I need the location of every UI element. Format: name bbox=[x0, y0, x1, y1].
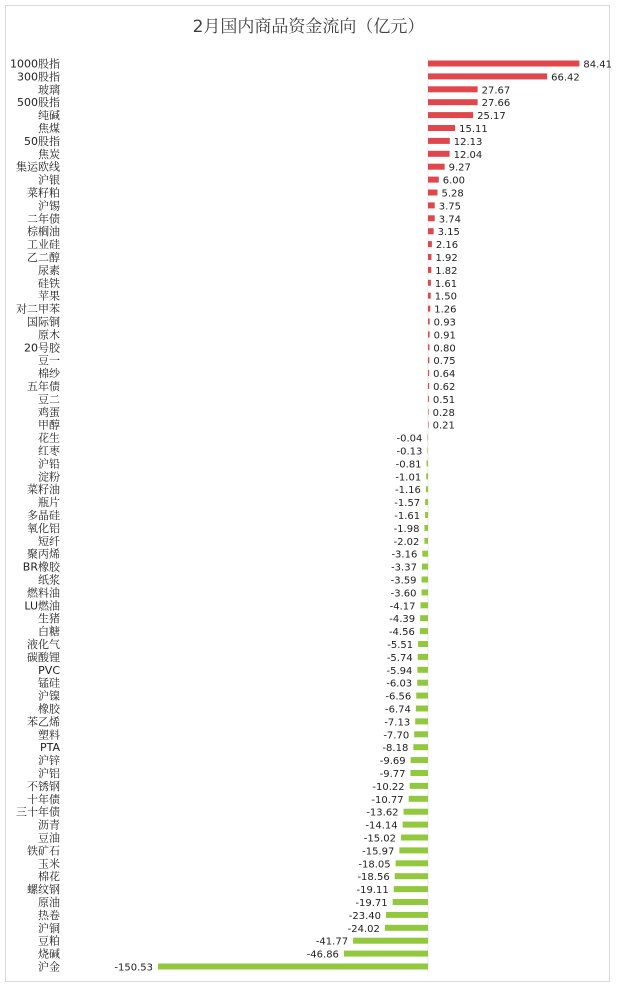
value-label: 12.04 bbox=[453, 149, 483, 161]
bar bbox=[421, 602, 428, 608]
bar bbox=[428, 61, 579, 67]
value-label: -1.98 bbox=[393, 523, 420, 535]
category-label: 玻璃 bbox=[38, 83, 60, 97]
value-label: 27.67 bbox=[481, 85, 511, 97]
value-label: -10.22 bbox=[372, 781, 405, 793]
category-label: 沪铜 bbox=[38, 921, 60, 935]
bar bbox=[418, 654, 428, 660]
value-label: 1.50 bbox=[434, 291, 457, 303]
value-label: -1.57 bbox=[394, 498, 421, 510]
bar bbox=[404, 809, 428, 815]
bar bbox=[411, 757, 428, 763]
category-label: 碳酸锂 bbox=[27, 650, 60, 664]
value-label: -1.61 bbox=[394, 511, 421, 522]
value-label: -0.04 bbox=[396, 433, 423, 445]
bar bbox=[413, 744, 428, 750]
value-label: 3.15 bbox=[437, 227, 460, 239]
value-label: -9.69 bbox=[379, 756, 406, 768]
category-label: 三十年债 bbox=[16, 805, 60, 819]
value-label: 15.11 bbox=[459, 124, 488, 135]
bar bbox=[386, 912, 428, 918]
bar bbox=[428, 280, 431, 286]
bar bbox=[353, 938, 428, 944]
bar bbox=[409, 796, 428, 802]
category-label: 棉纱 bbox=[38, 367, 60, 381]
value-label: -8.18 bbox=[382, 743, 409, 755]
value-label: -10.77 bbox=[371, 794, 404, 806]
category-label: 1000股指 bbox=[10, 57, 60, 71]
value-label: -19.71 bbox=[355, 898, 388, 909]
value-label: 0.80 bbox=[433, 343, 456, 355]
category-label: 玉米 bbox=[38, 857, 60, 871]
category-label: 棕榈油 bbox=[27, 225, 60, 239]
bar bbox=[415, 718, 428, 724]
bar bbox=[417, 680, 428, 686]
value-label: 9.27 bbox=[448, 162, 471, 174]
bar bbox=[420, 615, 428, 621]
bar bbox=[344, 951, 428, 957]
value-label: -18.05 bbox=[358, 859, 391, 871]
category-label: 对二甲苯 bbox=[16, 302, 60, 316]
value-label: -23.40 bbox=[348, 910, 382, 922]
bar bbox=[428, 293, 431, 299]
value-label: -5.74 bbox=[386, 652, 413, 664]
value-label: -15.02 bbox=[363, 833, 397, 845]
value-label: -2.02 bbox=[393, 536, 420, 548]
category-label: 20号胶 bbox=[24, 341, 60, 355]
value-label: -14.14 bbox=[365, 820, 398, 832]
value-label: -15.97 bbox=[362, 846, 395, 858]
bar bbox=[410, 770, 428, 776]
category-label: 燃料油 bbox=[27, 586, 60, 600]
bar bbox=[403, 822, 428, 828]
category-label: LU燃油 bbox=[24, 599, 60, 613]
value-label: 0.62 bbox=[433, 382, 456, 393]
bar bbox=[422, 589, 428, 595]
value-label: -4.39 bbox=[389, 614, 416, 626]
category-label: 沥青 bbox=[38, 818, 60, 832]
bar bbox=[428, 73, 547, 79]
category-label: 甲醇 bbox=[38, 418, 60, 432]
value-label: 25.17 bbox=[477, 111, 506, 123]
category-label: 沪锌 bbox=[38, 754, 60, 768]
category-label: 豆粕 bbox=[38, 934, 60, 948]
value-label: -3.16 bbox=[391, 549, 418, 561]
category-label: 纸浆 bbox=[38, 573, 60, 587]
category-label: 苹果 bbox=[38, 289, 60, 303]
bar bbox=[427, 435, 428, 441]
value-label: 0.64 bbox=[433, 369, 456, 381]
category-label: 沪铝 bbox=[38, 767, 60, 780]
value-label: 1.92 bbox=[435, 253, 458, 264]
bar bbox=[428, 267, 431, 273]
category-label: 菜籽油 bbox=[27, 483, 60, 497]
value-label: -18.56 bbox=[357, 872, 390, 884]
value-label: -3.37 bbox=[391, 562, 417, 574]
bar bbox=[428, 357, 429, 363]
bar bbox=[425, 512, 428, 518]
category-label: 棉花 bbox=[38, 870, 60, 884]
category-label: PVC bbox=[38, 663, 60, 677]
category-label: 聚丙烯 bbox=[27, 547, 60, 561]
category-label: 淀粉 bbox=[38, 470, 60, 484]
chart-title: 2月国内商品资金流向（亿元） bbox=[192, 17, 425, 37]
value-label: -6.74 bbox=[385, 704, 411, 716]
value-label: -0.81 bbox=[395, 459, 422, 471]
category-label: 硅铁 bbox=[38, 276, 60, 290]
bar bbox=[428, 331, 430, 337]
category-label: PTA bbox=[39, 741, 60, 755]
bar bbox=[428, 177, 439, 183]
category-label: 不锈钢 bbox=[27, 779, 60, 793]
value-label: -7.13 bbox=[384, 717, 411, 729]
category-label: 鸡蛋 bbox=[38, 405, 60, 419]
category-label: 生猪 bbox=[38, 612, 60, 626]
category-label: BR橡胶 bbox=[22, 560, 60, 574]
bar bbox=[428, 138, 450, 144]
category-label: 菜籽粕 bbox=[27, 186, 60, 200]
bar bbox=[428, 306, 430, 312]
category-label: 50股指 bbox=[24, 134, 60, 148]
category-label: 白糖 bbox=[38, 625, 60, 639]
value-label: 27.66 bbox=[481, 98, 511, 110]
bar bbox=[422, 564, 428, 570]
value-label: -1.16 bbox=[395, 485, 421, 497]
bar bbox=[428, 112, 473, 118]
value-label: -4.56 bbox=[388, 627, 415, 639]
category-label: 短纤 bbox=[38, 534, 60, 548]
bar bbox=[420, 628, 428, 634]
value-label: 0.75 bbox=[433, 356, 456, 368]
bar bbox=[428, 344, 429, 350]
category-label: 锰硅 bbox=[38, 676, 60, 690]
category-label: 红枣 bbox=[38, 444, 60, 458]
category-label: 500股指 bbox=[17, 96, 60, 110]
value-label: -150.53 bbox=[114, 962, 153, 974]
bar bbox=[428, 409, 429, 415]
bar bbox=[410, 783, 428, 789]
bar bbox=[428, 254, 431, 260]
category-label: 豆油 bbox=[38, 831, 60, 845]
category-label: 多晶硅 bbox=[27, 509, 60, 522]
bar bbox=[393, 899, 428, 905]
bar bbox=[428, 319, 430, 325]
bar bbox=[385, 925, 428, 931]
value-label: -5.51 bbox=[387, 640, 414, 651]
value-label: 1.61 bbox=[434, 278, 458, 290]
bar bbox=[428, 396, 429, 402]
category-label: 铁矿石 bbox=[27, 844, 60, 858]
category-label: 氧化铝 bbox=[27, 521, 60, 535]
bar bbox=[422, 577, 428, 583]
category-label: 花生 bbox=[38, 431, 60, 445]
bar bbox=[428, 86, 478, 92]
value-label: -3.60 bbox=[390, 588, 417, 600]
bar bbox=[428, 370, 429, 376]
category-label: 尿素 bbox=[38, 263, 60, 277]
category-label: 沪金 bbox=[38, 960, 60, 974]
bar bbox=[424, 538, 428, 544]
bar bbox=[416, 706, 428, 712]
bar bbox=[428, 383, 429, 389]
bar bbox=[428, 241, 432, 247]
category-label: 沪铅 bbox=[38, 457, 60, 471]
bar bbox=[428, 422, 429, 428]
category-label: 橡胶 bbox=[38, 702, 60, 716]
category-label: 沪锡 bbox=[38, 199, 60, 213]
bar bbox=[396, 860, 428, 866]
value-label: 6.00 bbox=[442, 175, 466, 187]
bar bbox=[428, 151, 450, 157]
bar bbox=[426, 486, 428, 492]
value-label: 3.74 bbox=[438, 214, 461, 226]
value-label: 12.13 bbox=[453, 136, 483, 148]
value-label: -19.11 bbox=[356, 885, 389, 897]
value-label: -41.77 bbox=[315, 936, 349, 948]
value-label: 0.28 bbox=[432, 407, 455, 419]
bar bbox=[394, 886, 428, 892]
category-label: 螺纹钢 bbox=[27, 883, 60, 897]
value-label: -3.59 bbox=[390, 575, 417, 587]
bar bbox=[399, 847, 428, 853]
value-label: -5.94 bbox=[386, 665, 413, 677]
category-label: 二年债 bbox=[27, 212, 60, 226]
value-label: 0.93 bbox=[433, 317, 456, 329]
bar bbox=[395, 873, 428, 879]
value-label: -13.62 bbox=[366, 807, 399, 819]
bar bbox=[427, 448, 428, 454]
category-label: 焦煤 bbox=[38, 122, 60, 135]
bar bbox=[428, 228, 434, 234]
value-label: 84.41 bbox=[583, 59, 613, 71]
value-label: 5.28 bbox=[441, 188, 464, 200]
bar bbox=[424, 525, 428, 531]
category-label: 烧碱 bbox=[38, 947, 60, 961]
category-label: 原木 bbox=[38, 328, 60, 342]
value-label: -46.86 bbox=[306, 949, 339, 961]
category-label: 豆一 bbox=[38, 354, 60, 368]
value-label: -9.77 bbox=[379, 769, 406, 780]
value-label: -1.01 bbox=[395, 472, 422, 484]
value-label: -6.03 bbox=[386, 678, 413, 690]
category-label: 300股指 bbox=[17, 70, 60, 84]
value-label: 1.82 bbox=[435, 265, 458, 277]
bar bbox=[428, 125, 455, 131]
category-label: 苯乙烯 bbox=[27, 715, 60, 729]
bar bbox=[416, 693, 428, 699]
value-label: -6.56 bbox=[385, 691, 412, 703]
bar bbox=[427, 460, 428, 466]
bar bbox=[428, 164, 445, 170]
bar bbox=[428, 99, 478, 105]
category-label: 工业硅 bbox=[27, 238, 60, 252]
bar bbox=[158, 964, 428, 970]
value-label: 0.51 bbox=[432, 394, 456, 406]
category-label: 五年债 bbox=[27, 380, 60, 393]
bar bbox=[428, 215, 435, 221]
bar bbox=[428, 190, 437, 196]
category-label: 焦炭 bbox=[38, 147, 60, 161]
bar bbox=[426, 473, 428, 479]
bar bbox=[428, 202, 435, 208]
value-label: 0.91 bbox=[433, 330, 456, 342]
bar bbox=[422, 551, 428, 557]
category-label: 沪银 bbox=[38, 173, 60, 187]
category-label: 乙二醇 bbox=[27, 251, 60, 264]
category-label: 沪镍 bbox=[38, 689, 60, 703]
value-label: 1.26 bbox=[434, 304, 457, 316]
value-label: -4.17 bbox=[389, 601, 416, 613]
value-label: 0.21 bbox=[432, 420, 455, 432]
value-label: -24.02 bbox=[347, 923, 380, 935]
category-label: 液化气 bbox=[27, 638, 60, 651]
category-label: 纯碱 bbox=[38, 109, 60, 123]
value-label: 3.75 bbox=[438, 201, 461, 213]
bar bbox=[425, 499, 428, 505]
bar bbox=[414, 731, 428, 737]
value-label: -7.70 bbox=[383, 730, 410, 742]
bar bbox=[418, 641, 428, 647]
bar bbox=[417, 667, 428, 673]
category-label: 瓶片 bbox=[38, 496, 60, 510]
category-label: 十年债 bbox=[27, 792, 60, 806]
category-label: 原油 bbox=[38, 896, 60, 909]
category-label: 国际铜 bbox=[27, 315, 60, 329]
bar bbox=[401, 835, 428, 841]
value-label: 2.16 bbox=[435, 240, 459, 252]
value-label: -0.13 bbox=[396, 446, 423, 458]
category-label: 豆二 bbox=[38, 392, 60, 406]
category-label: 塑料 bbox=[38, 728, 60, 742]
category-label: 热卷 bbox=[38, 908, 60, 922]
value-label: 66.42 bbox=[551, 72, 580, 84]
category-label: 集运欧线 bbox=[16, 160, 60, 174]
